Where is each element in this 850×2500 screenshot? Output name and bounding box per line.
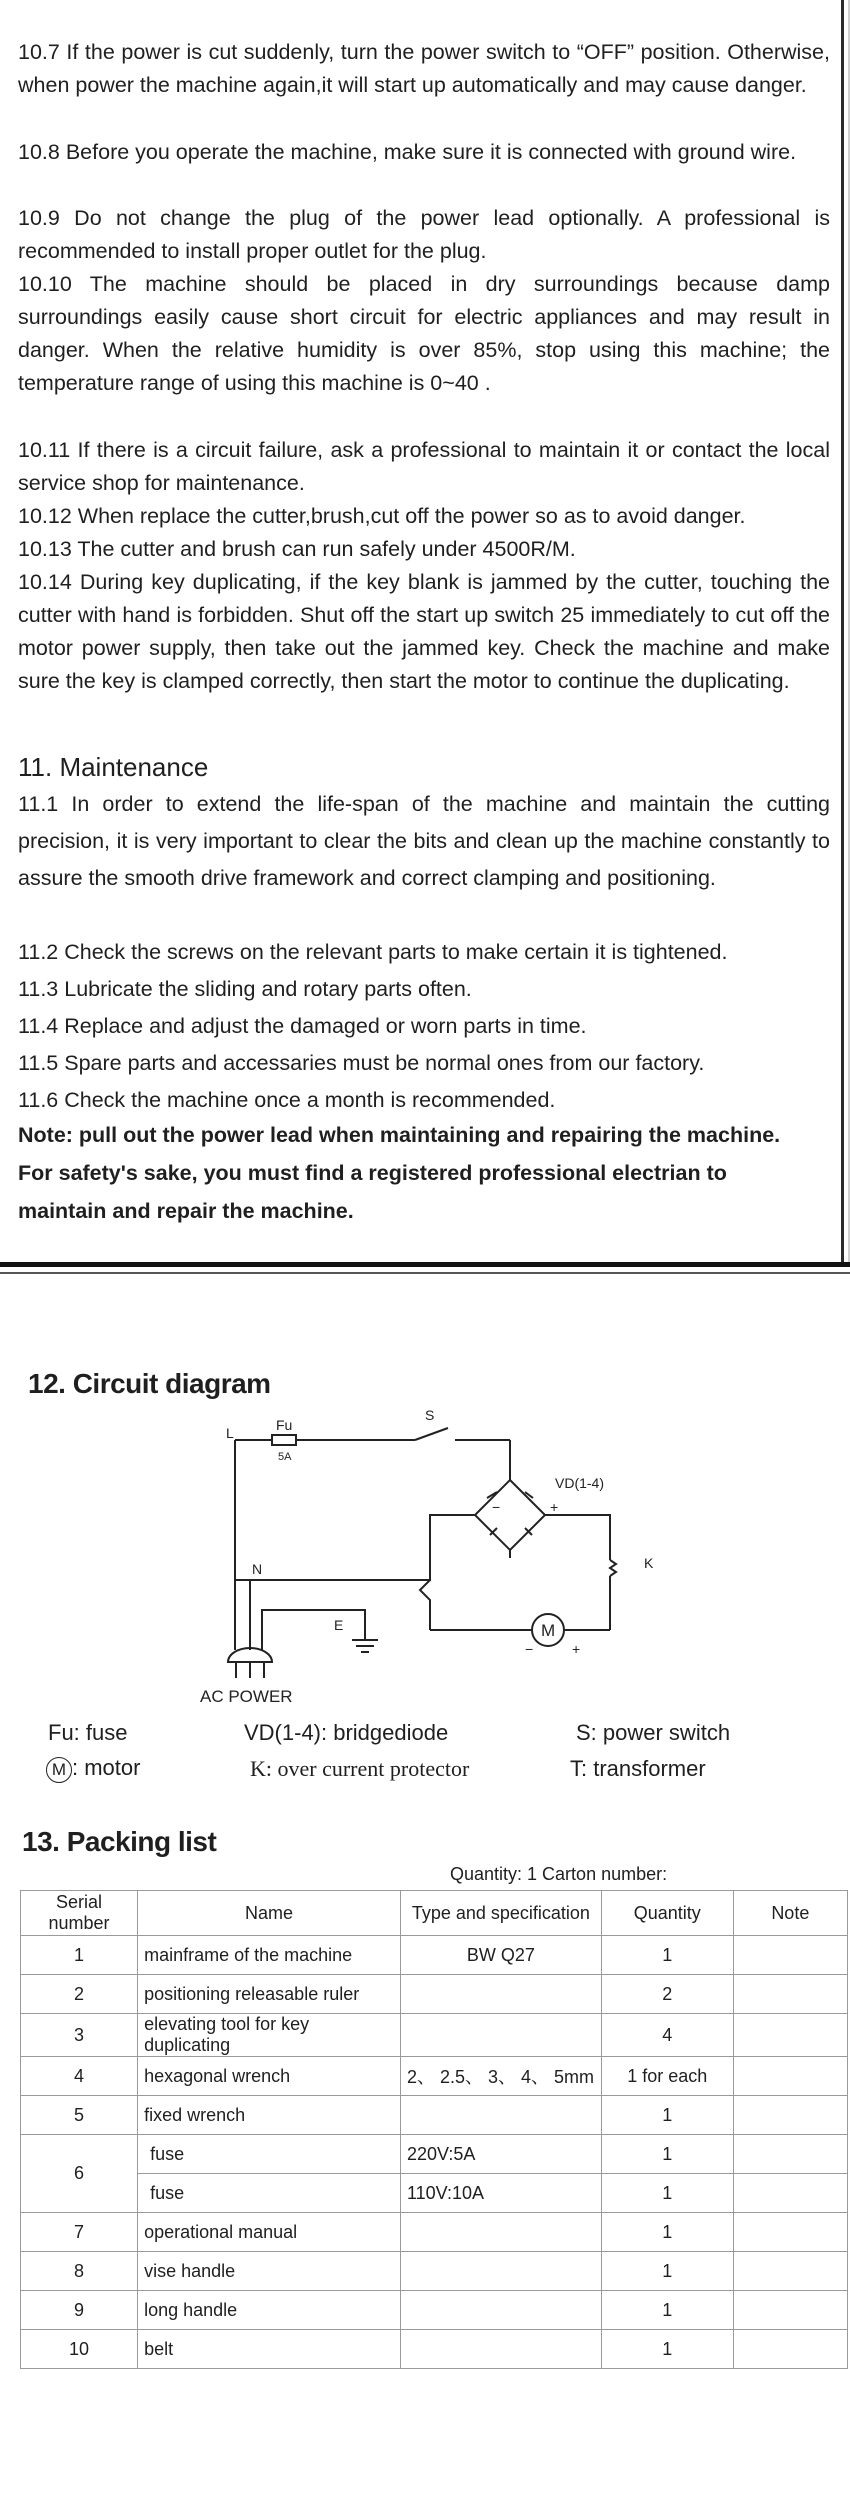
item-10-8 xyxy=(18,136,830,169)
header-type: Type and specification xyxy=(400,1891,601,1936)
table-row xyxy=(21,2096,848,2135)
legend-transformer: T: transformer xyxy=(570,1756,706,1781)
cell-type xyxy=(400,2252,601,2291)
table-row xyxy=(21,2291,848,2330)
item-number: 10.9 xyxy=(18,206,60,230)
item-number: 11.2 xyxy=(18,940,59,964)
label-bridge-plus: + xyxy=(550,1499,559,1515)
cell-type xyxy=(400,2330,601,2369)
item-text: Do not change the plug of the power lead optionally. A professional is recommended to install proper outlet for the plug. xyxy=(18,206,830,263)
cell-qty: 1 xyxy=(601,2291,733,2330)
table-row xyxy=(21,1936,848,1975)
page-edge-line xyxy=(841,0,844,1262)
table-header-row xyxy=(21,1891,848,1936)
item-number: 10.8 xyxy=(18,140,60,164)
cell-note xyxy=(733,2252,847,2291)
cell-note xyxy=(733,2330,847,2369)
header-note: Note xyxy=(733,1891,847,1936)
cell-note xyxy=(733,2096,847,2135)
cell-serial: 7 xyxy=(21,2213,138,2252)
label-k: K xyxy=(644,1555,654,1571)
item-text: Check the screws on the relevant parts to make certain it is tightened. xyxy=(64,940,728,964)
cell-serial: 5 xyxy=(21,2096,138,2135)
cell-type xyxy=(400,2291,601,2330)
quantity-carton-line: Quantity: 1 Carton number: xyxy=(450,1864,668,1884)
legend-over-current: K: over current protector xyxy=(250,1756,470,1781)
cell-note xyxy=(733,2014,847,2057)
packing-table xyxy=(20,1890,848,2369)
cell-note xyxy=(733,1936,847,1975)
item-10-14 xyxy=(18,566,830,698)
table-row xyxy=(21,2213,848,2252)
item-10-10 xyxy=(18,268,830,400)
label-vd: VD(1-4) xyxy=(555,1475,605,1491)
item-text: Check the machine once a month is recommended. xyxy=(64,1088,556,1112)
page-divider-thin xyxy=(0,1272,850,1274)
motor-symbol: M xyxy=(46,1757,72,1783)
cell-serial: 10 xyxy=(21,2330,138,2369)
item-text: During key duplicating, if the key blank is jammed by the cutter, touching the cutter with hand is forbidden. Shut off the start up switch 25 immediately to cut off the motor power supply, then take out the jammed key. Check the machine and make sure the key is clamped correctly, then start the motor to continue the duplicating. xyxy=(18,570,830,693)
item-number: 11.6 xyxy=(18,1088,59,1112)
label-l: L xyxy=(226,1425,234,1441)
cell-type xyxy=(400,2213,601,2252)
item-11-1 xyxy=(18,786,830,897)
label-motor-plus: + xyxy=(572,1641,581,1657)
cell-serial: 2 xyxy=(21,1975,138,2014)
item-number: 10.11 xyxy=(18,438,71,462)
legend-fuse: Fu: fuse xyxy=(48,1720,128,1745)
item-11-6 xyxy=(18,1082,830,1119)
cell-type: 2、 2.5、 3、 4、 5mm xyxy=(400,2057,601,2096)
circuit-diagram-heading: 12. Circuit diagram xyxy=(28,1368,271,1399)
item-text: When replace the cutter,brush,cut off the power so as to avoid danger. xyxy=(77,504,746,528)
maintenance-heading: 11. Maintenance xyxy=(18,752,209,782)
table-row xyxy=(21,2135,848,2174)
item-11-4 xyxy=(18,1008,830,1045)
label-m: M xyxy=(541,1621,556,1640)
item-number: 11.3 xyxy=(18,977,59,1001)
label-bridge-minus: − xyxy=(492,1499,501,1515)
header-quantity: Quantity xyxy=(601,1891,733,1936)
item-11-3 xyxy=(18,971,830,1008)
item-number: 10.10 xyxy=(18,272,72,296)
legend-bridge-diode: VD(1-4): bridgediode xyxy=(244,1720,449,1745)
cell-type: 110V:10A xyxy=(400,2174,601,2213)
item-text: Replace and adjust the damaged or worn parts in time. xyxy=(64,1014,587,1038)
cell-name: elevating tool for key duplicating xyxy=(138,2014,401,2057)
cell-serial: 8 xyxy=(21,2252,138,2291)
table-row xyxy=(21,2057,848,2096)
circuit-diagram xyxy=(0,1400,850,1720)
cell-name: positioning releasable ruler xyxy=(138,1975,401,2014)
cell-serial: 6 xyxy=(21,2135,138,2213)
legend-power-switch: S: power switch xyxy=(576,1720,731,1745)
cell-name: long handle xyxy=(138,2291,401,2330)
cell-qty: 1 xyxy=(601,2135,733,2174)
cell-type xyxy=(400,2096,601,2135)
cell-note xyxy=(733,2213,847,2252)
label-ac-power: AC POWER xyxy=(200,1687,293,1706)
table-row xyxy=(21,2330,848,2369)
cell-qty: 4 xyxy=(601,2014,733,2057)
item-text: If the power is cut suddenly, turn the power switch to “OFF” position. Otherwise, when power the machine again,it will start up automatically and may cause danger. xyxy=(18,40,830,97)
item-number: 11.1 xyxy=(18,792,59,816)
legend-motor xyxy=(46,1755,140,1783)
cell-qty: 1 xyxy=(601,2174,733,2213)
cell-note xyxy=(733,2135,847,2174)
cell-serial: 3 xyxy=(21,2014,138,2057)
cell-type: 220V:5A xyxy=(400,2135,601,2174)
cell-type xyxy=(400,1975,601,2014)
cell-note xyxy=(733,2291,847,2330)
item-text: Before you operate the machine, make sure it is connected with ground wire. xyxy=(65,140,797,164)
item-number: 11.4 xyxy=(18,1014,59,1038)
cell-serial: 9 xyxy=(21,2291,138,2330)
cell-qty: 1 xyxy=(601,2330,733,2369)
page-divider xyxy=(0,1262,850,1267)
label-motor-minus: − xyxy=(525,1641,534,1657)
item-10-7 xyxy=(18,36,830,102)
table-row xyxy=(21,2252,848,2291)
table-row xyxy=(21,2014,848,2057)
cell-note xyxy=(733,1975,847,2014)
cell-name: operational manual xyxy=(138,2213,401,2252)
item-number: 10.14 xyxy=(18,570,72,594)
cell-name: fixed wrench xyxy=(138,2096,401,2135)
legend-motor-text: : motor xyxy=(72,1755,141,1780)
table-row xyxy=(21,2174,848,2213)
cell-note xyxy=(733,2174,847,2213)
item-11-2 xyxy=(18,934,830,971)
item-text: If there is a circuit failure, ask a professional to maintain it or contact the local service shop for maintenance. xyxy=(18,438,830,495)
label-e: E xyxy=(334,1617,344,1633)
item-number: 11.5 xyxy=(18,1051,59,1075)
cell-type: BW Q27 xyxy=(400,1936,601,1975)
item-10-9 xyxy=(18,202,830,268)
cell-name: fuse xyxy=(138,2135,401,2174)
cell-name: fuse xyxy=(138,2174,401,2213)
item-10-11 xyxy=(18,434,830,500)
cell-qty: 2 xyxy=(601,1975,733,2014)
item-text: The machine should be placed in dry surroundings because damp surroundings easily cause short circuit for electric appliances and may result in danger. When the relative humidity is over 85%, stop using this machine; the temperature range of using this machine is 0~40 . xyxy=(18,272,830,395)
cell-qty: 1 xyxy=(601,2096,733,2135)
item-number: 10.12 xyxy=(18,504,72,528)
item-text: The cutter and brush can run safely under 4500R/M. xyxy=(77,537,576,561)
cell-qty: 1 xyxy=(601,2213,733,2252)
packing-list-heading: 13. Packing list xyxy=(22,1826,217,1857)
item-text: Lubricate the sliding and rotary parts often. xyxy=(64,977,472,1001)
item-number: 10.7 xyxy=(18,40,60,64)
item-text: In order to extend the life-span of the machine and maintain the cutting precision, it is very important to clear the bits and clean up the machine constantly to assure the smooth drive framework and correct clamping and positioning. xyxy=(18,792,830,890)
cell-qty: 1 for each xyxy=(601,2057,733,2096)
item-10-12 xyxy=(18,500,830,533)
cell-type xyxy=(400,2014,601,2057)
cell-qty: 1 xyxy=(601,2252,733,2291)
label-n: N xyxy=(252,1561,263,1577)
header-name: Name xyxy=(138,1891,401,1936)
item-number: 10.13 xyxy=(18,537,72,561)
label-s: S xyxy=(425,1407,435,1423)
cell-name: belt xyxy=(138,2330,401,2369)
header-serial: Serial number xyxy=(21,1891,138,1936)
item-text: Spare parts and accessaries must be normal ones from our factory. xyxy=(64,1051,705,1075)
cell-name: mainframe of the machine xyxy=(138,1936,401,1975)
cell-qty: 1 xyxy=(601,1936,733,1975)
label-fuse-rating: 5A xyxy=(278,1451,292,1463)
item-11-5 xyxy=(18,1045,830,1082)
cell-serial: 1 xyxy=(21,1936,138,1975)
cell-note xyxy=(733,2057,847,2096)
cell-name: vise handle xyxy=(138,2252,401,2291)
item-10-13 xyxy=(18,533,830,566)
cell-serial: 4 xyxy=(21,2057,138,2096)
table-row xyxy=(21,1975,848,2014)
cell-name: hexagonal wrench xyxy=(138,2057,401,2096)
label-fu: Fu xyxy=(276,1417,293,1433)
maintenance-note: Note: pull out the power lead when maintaining and repairing the machine. For safety's sake, you must find a registered professional electrian to maintain and repair the machine. xyxy=(18,1123,781,1223)
